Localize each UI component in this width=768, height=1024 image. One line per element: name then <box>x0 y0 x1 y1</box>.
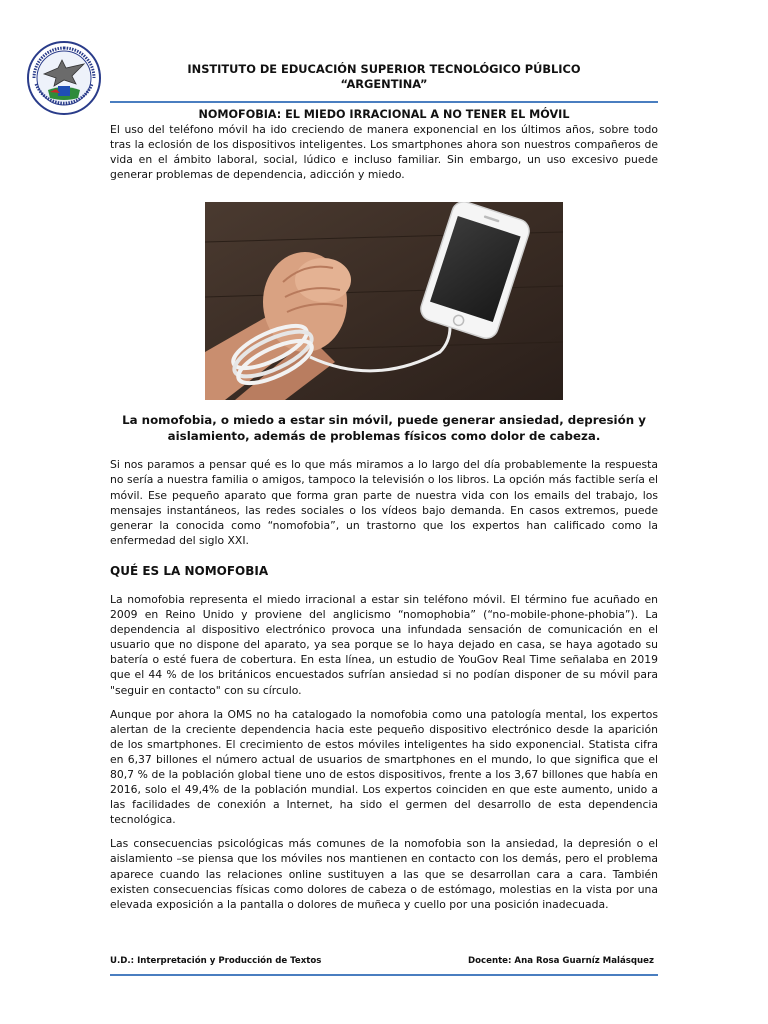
body-paragraph: Si nos paramos a pensar qué es lo que más miramos a lo largo del día probablemente la respuesta no sería a nuestra familia o amigos, tampoco la televisión o los libros. La opción más factible sería el móvil. Ese pequeño aparato que forma gran parte de nuestra vida con los emails del trabajo, los mensajes instantáneos, las redes sociales o los vídeos bajo demanda. En casos extremos, puede generar la conocida como “nomofobia”, un trastorno que los expertos han calificado como la enfermedad del siglo XXI. <box>110 458 658 547</box>
header-divider <box>110 101 658 103</box>
body-paragraph: Las consecuencias psicológicas más comunes de la nomofobia son la ansiedad, la depresión o el aislamiento –se piensa que los móviles nos mantienen en contacto con los demás, pero el problema aparece cuando las relaciones online sustituyen a las que se desarrollan cara a cara. También existen consecuencias físicas como dolores de cabeza o de estómago, molestias en la vista por una elevada exposición a la pantalla o dolores de muñeca y cuello por una posición inadecuada. <box>110 837 658 911</box>
institution-name: INSTITUTO DE EDUCACIÓN SUPERIOR TECNOLÓGICO PÚBLICO <box>187 62 581 76</box>
footer-divider <box>110 974 658 976</box>
institution-subtitle: “ARGENTINA” <box>340 77 428 91</box>
institute-logo-icon <box>26 40 102 116</box>
hands-tied-phone-photo <box>205 202 563 400</box>
article-title: NOMOFOBIA: EL MIEDO IRRACIONAL A NO TENER EL MÓVIL <box>198 108 570 121</box>
body-paragraph: La nomofobia representa el miedo irracional a estar sin teléfono móvil. El término fue acuñado en 2009 en Reino Unido y proviene del anglicismo “nomophobia” (“no-mobile-phone-phobia”). La dependencia al dispositivo electrónico provoca una infundada sensación de comunicación en el usuario que no dispone del aparato, ya sea porque se lo haya dejado en casa, se haya agotado su batería o esté fuera de cobertura. En esta línea, un estudio de YouGov Real Time señalaba en 2019 que el 44 % de los británicos encuestados sufrían ansiedad si no podían disponer de su móvil para "seguir en contacto" con su círculo. <box>110 592 658 697</box>
intro-paragraph: El uso del teléfono móvil ha ido creciendo de manera exponencial en los últimos años, sobre todo tras la eclosión de los dispositivos inteligentes. Los smartphones ahora son nuestros compañeros de vida en el ámbito laboral, social, lúdico e incluso familiar. Sin embargo, un uso excesivo puede generar problemas de dependencia, adicción y miedo. <box>110 123 658 182</box>
footer-teacher: Docente: Ana Rosa Guarníz Malásquez <box>467 956 654 966</box>
article-body <box>110 107 658 912</box>
section-heading: QUÉ ES LA NOMOFOBIA <box>110 563 269 578</box>
image-caption: La nomofobia, o miedo a estar sin móvil, puede generar ansiedad, depresión y aislamiento, además de problemas físicos como dolor de cabeza. <box>122 413 646 444</box>
body-paragraph: Aunque por ahora la OMS no ha catalogado la nomofobia como una patología mental, los expertos alertan de la creciente dependencia hacia este pequeño dispositivo electrónico desde la aparición de los smartphones. El crecimiento de estos móviles inteligentes ha sido exponencial. Statista cifra en 6,37 billones el número actual de usuarios de smartphones en el mundo, lo que significa que el 80,7 % de la población global tiene uno de estos dispositivos, frente a los 3,67 billones que había en 2016, solo el 49,4% de la población mundial. Los expertos coinciden en que este aumento, unido a las facilidades de conexión a Internet, ha sido el germen del desarrollo de esta dependencia tecnológica. <box>110 707 658 827</box>
footer-course: U.D.: Interpretación y Producción de Textos <box>110 956 322 966</box>
document-header <box>110 62 658 92</box>
